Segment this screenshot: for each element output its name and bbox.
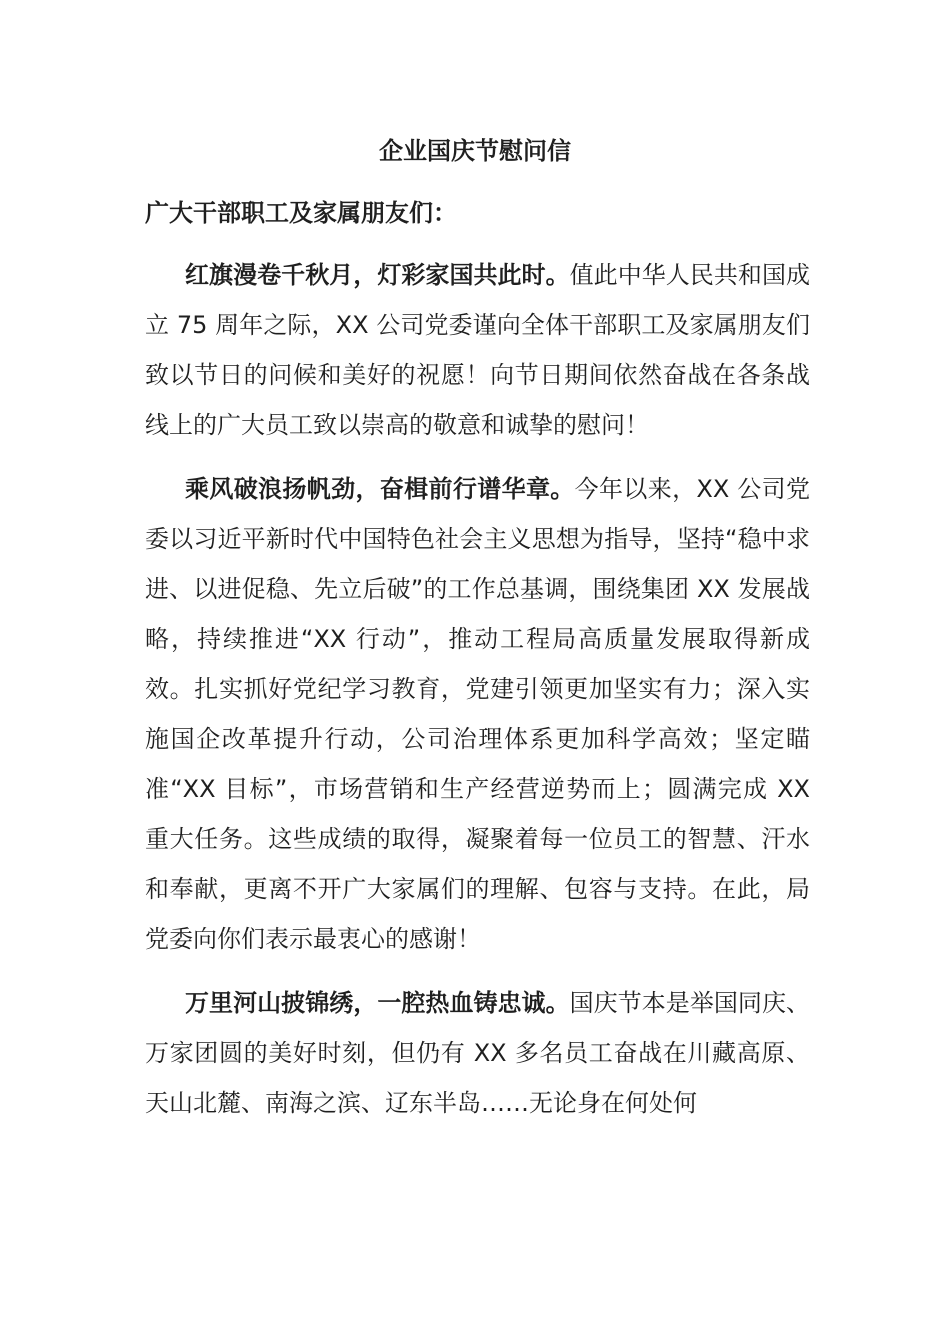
paragraph-3-text: 国庆节本是举国同庆、万家团圆的美好时刻，但仍有 XX 多名员工奋战在川藏高原、天山北麓、南海之滨、辽东半岛……无论身在何处何 <box>145 989 810 1117</box>
paragraph-2-lead: 乘风破浪扬帆劲，奋楫前行谱华章。 <box>185 475 575 503</box>
paragraph-1-text: 值此中华人民共和国成立 75 周年之际，XX 公司党委谨向全体干部职工及家属朋友们致以节日的问候和美好的祝愿！向节日期间依然奋战在各条战线上的广大员工致以崇高的敬意和诚挚的慰问！ <box>145 261 810 439</box>
paragraph-1-lead: 红旗漫卷千秋月，灯彩家国共此时。 <box>185 261 570 289</box>
salutation: 广大干部职工及家属朋友们： <box>145 199 457 227</box>
paragraph-1 <box>145 250 810 450</box>
paragraph-3-lead: 万里河山披锦绣，一腔热血铸忠诚。 <box>185 989 570 1017</box>
paragraph-2 <box>145 464 810 964</box>
paragraph-2-text: 今年以来，XX 公司党委以习近平新时代中国特色社会主义思想为指导，坚持“稳中求进、以进促稳、先立后破”的工作总基调，围绕集团 XX 发展战略，持续推进“XX 行动”，推动工程局高质量发展取得新成效。扎实抓好党纪学习教育，党建引领更加坚实有力；深入实施国企改革提升行动，公司治理体系更加科学高效；坚定瞄准“XX 目标”，市场营销和生产经营逆势而上；圆满完成 XX 重大任务。这些成绩的取得，凝聚着每一位员工的智慧、汗水和奉献，更离不开广大家属们的理解、包容与支持。在此，局党委向你们表示最衷心的感谢！ <box>145 475 810 953</box>
paragraph-3 <box>145 978 810 1128</box>
document-title: 企业国庆节慰问信 <box>379 137 571 165</box>
letter-body <box>145 250 810 1142</box>
